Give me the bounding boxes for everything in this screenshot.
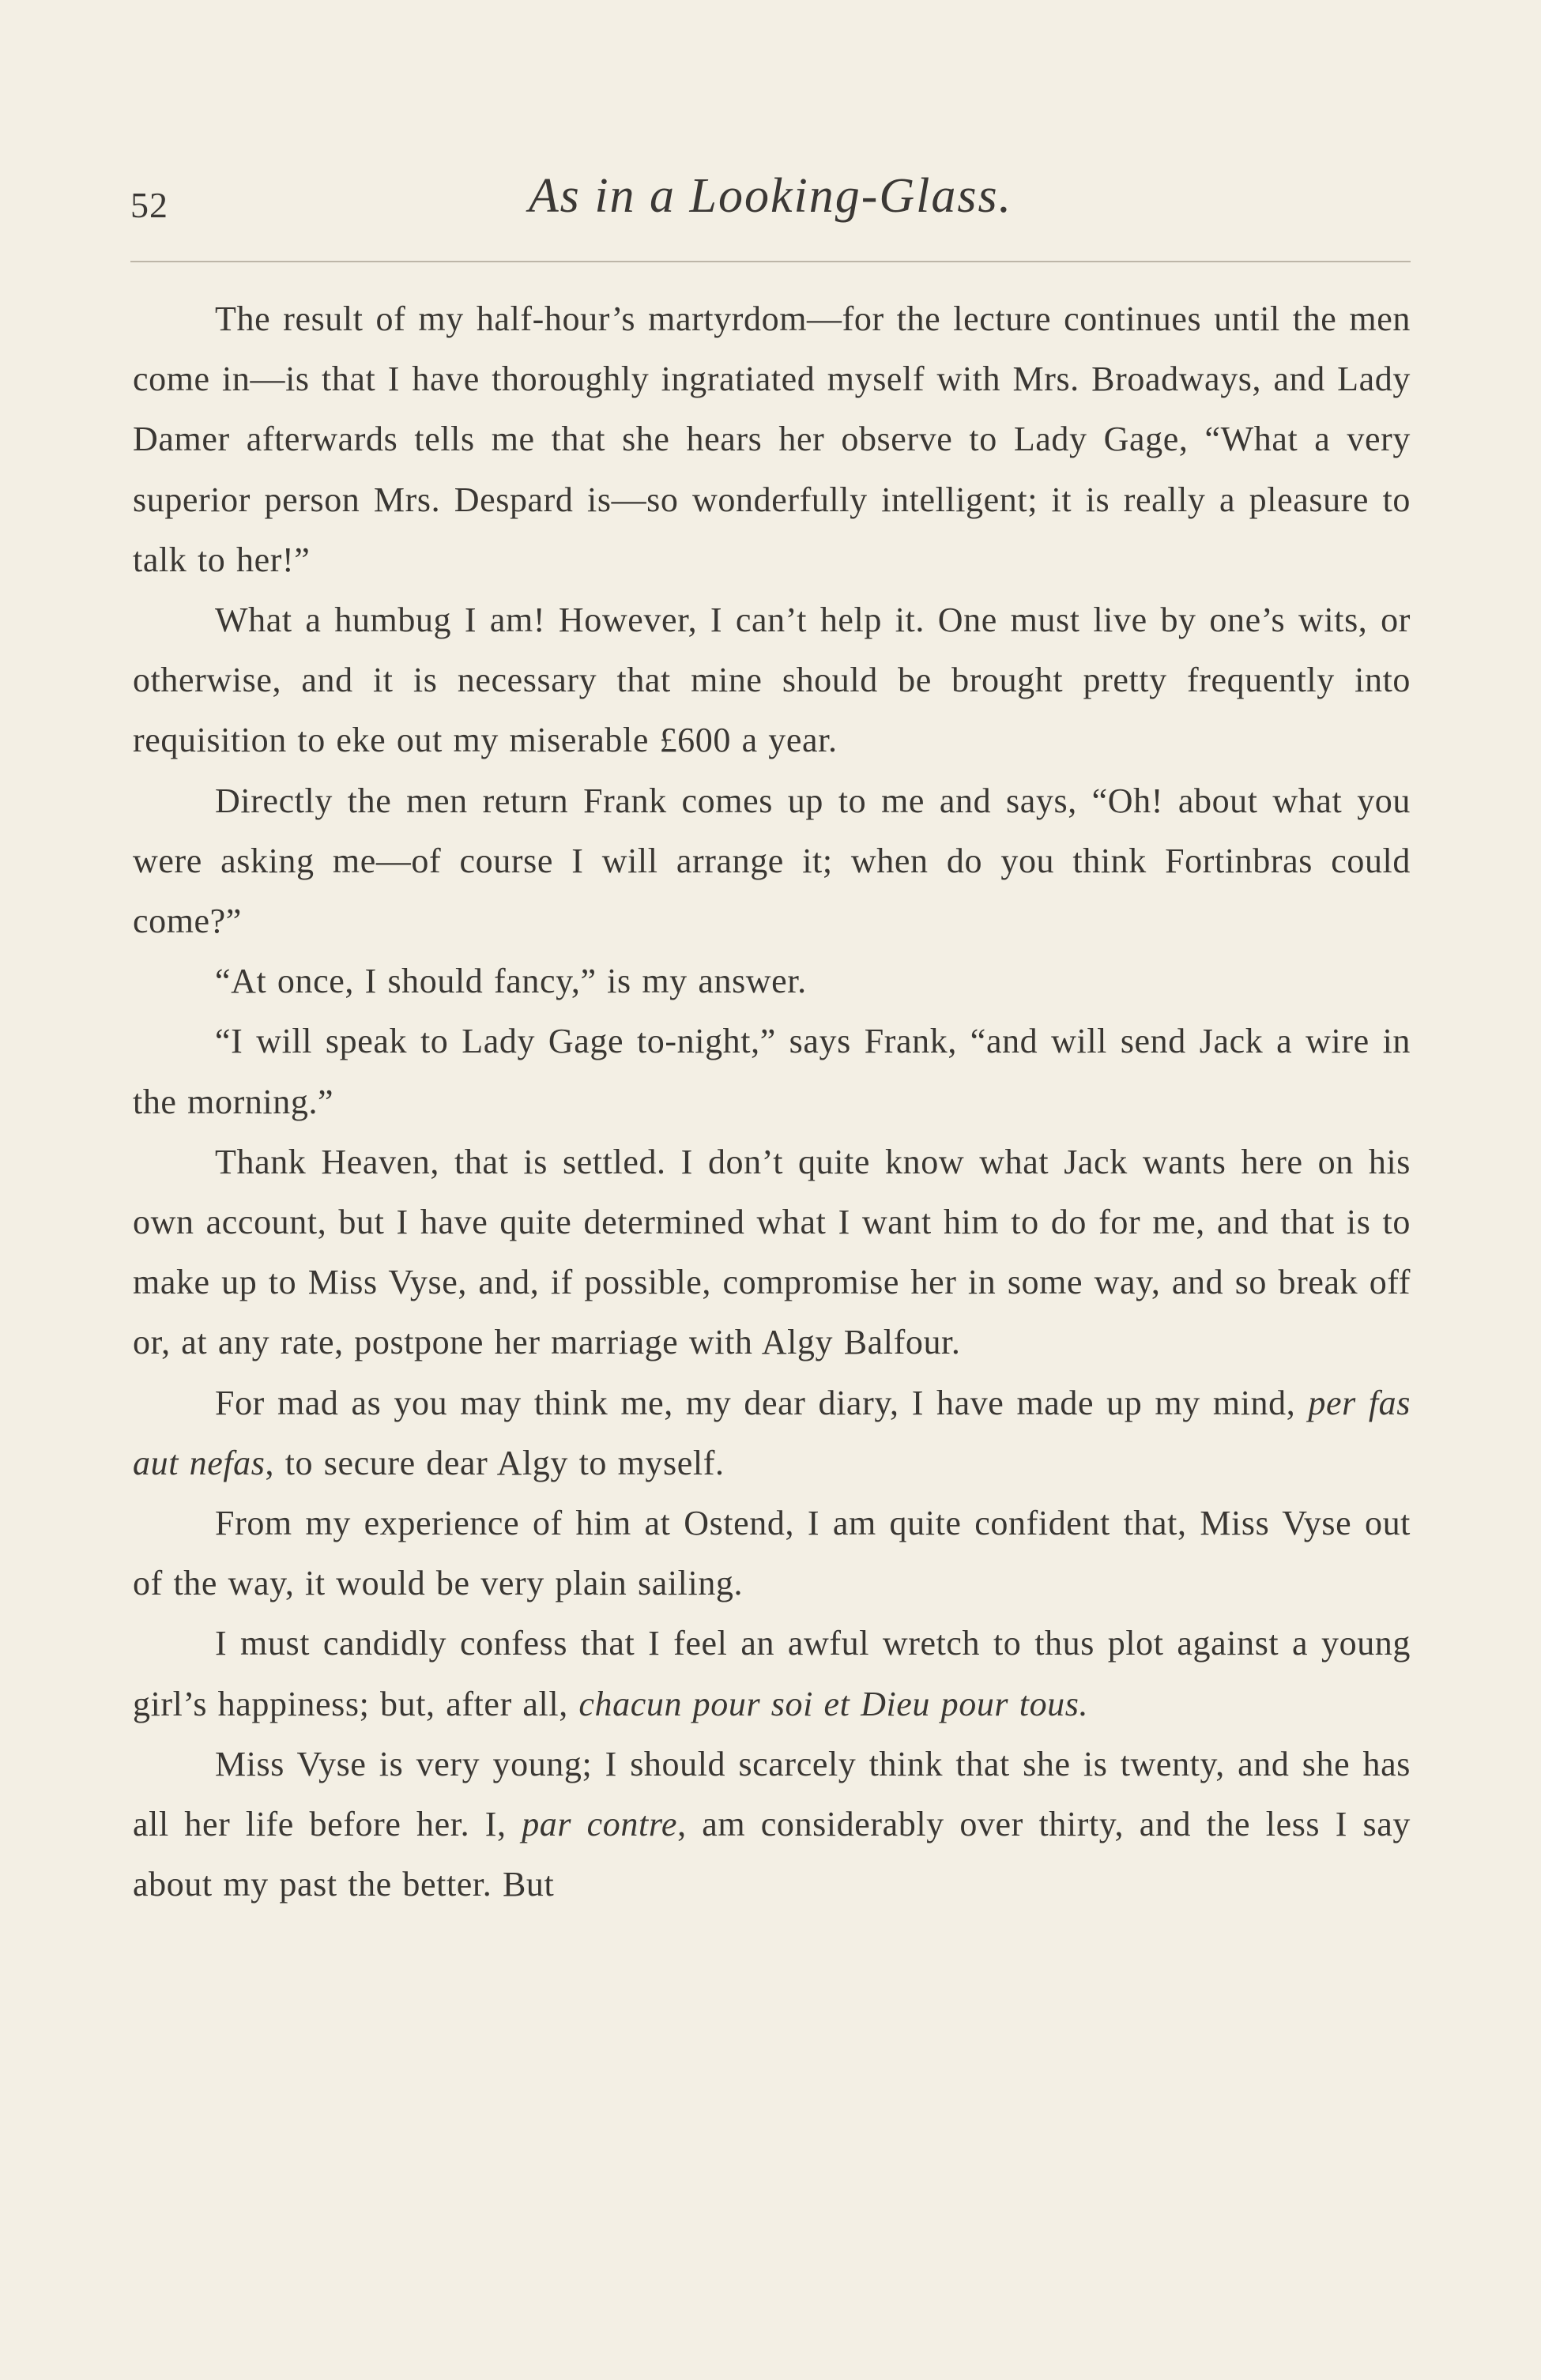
paragraph (133, 590, 1411, 771)
text-run: , am considerably over thirty, and the less I say about my past the better. But (133, 1805, 1411, 1904)
page-number: 52 (130, 185, 168, 225)
text-run: Thank Heaven, that is settled. I don’t quite know what Jack wants here on his own account, but I have quite determined what I want him to do for me, and that is to make up to Miss Vyse, and, if possible, compromise her in some way, and so break off or, at any rate, postpone her marriage with Algy Balfour. (133, 1142, 1411, 1362)
page-header (130, 162, 1411, 233)
paragraph (133, 1373, 1411, 1493)
text-run: Miss Vyse is very young; I should scarcely think that she is twenty, and she has all her life before her. I, (133, 1744, 1411, 1844)
header-rule (130, 261, 1411, 262)
paragraph (133, 289, 1411, 590)
text-run: For mad as you may think me, my dear diary, I have made up my mind, (215, 1383, 1309, 1422)
text-run: “I will speak to Lady Gage to-night,” says Frank, “and will send Jack a wire in the morning.” (133, 1022, 1411, 1121)
paragraph (133, 1493, 1411, 1614)
italic-phrase: par contre (522, 1805, 678, 1844)
text-run: What a humbug I am! However, I can’t help it. One must live by one’s wits, or otherwise, and it is necessary that mine should be brought pretty frequently into requisition to eke out my miserable £600 a year. (133, 601, 1411, 760)
paragraph (133, 951, 1411, 1011)
italic-phrase: per fas aut nefas (133, 1383, 1411, 1482)
text-run: , to secure dear Algy to myself. (265, 1443, 725, 1482)
text-run: “At once, I should fancy,” is my answer. (215, 962, 807, 1001)
paragraph (133, 1734, 1411, 1915)
text-run: From my experience of him at Ostend, I am quite confident that, Miss Vyse out of the way, it would be very plain sailing. (133, 1504, 1411, 1603)
paragraph (133, 1011, 1411, 1132)
text-run: The result of my half-hour’s martyrdom—for the lecture continues until the men come in—is that I have thoroughly ingratiated myself with Mrs. Broadways, and Lady Damer afterwards tells me that she hears her observe to Lady Gage, “What a very superior person Mrs. Despard is—so wonderfully intelligent; it is really a pleasure to talk to her!” (133, 299, 1411, 579)
italic-phrase: chacun pour soi et Dieu pour tous. (578, 1684, 1089, 1723)
paragraph (133, 1614, 1411, 1734)
text-run: Directly the men return Frank comes up to me and says, “Oh! about what you were asking me—of course I will arrange it; when do you think Fortinbras could come?” (133, 781, 1411, 941)
text-run: I must candidly confess that I feel an awful wretch to thus plot against a young girl’s happiness; but, after all, (133, 1624, 1411, 1723)
paragraph (133, 1132, 1411, 1373)
body-text (133, 289, 1411, 1915)
running-title: As in a Looking-Glass. (528, 169, 1013, 223)
paragraph (133, 771, 1411, 952)
